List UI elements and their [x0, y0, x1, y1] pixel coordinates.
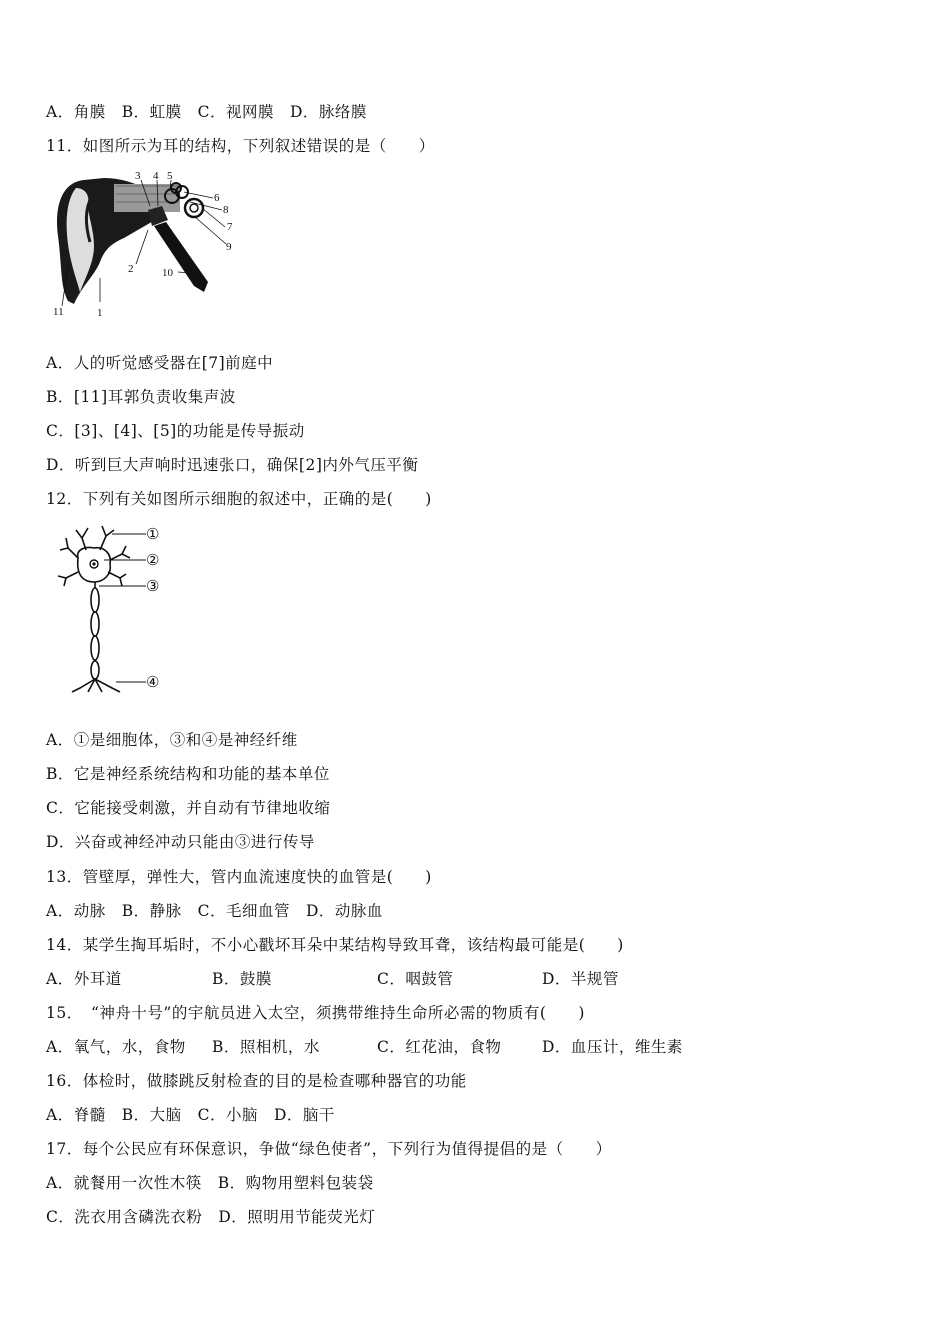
- q11-option-c: C．[3]、[4]、[5]的功能是传导振动: [46, 422, 305, 440]
- question-13: 13．管壁厚，弹性大，管内血流速度快的血管是( ): [46, 868, 432, 886]
- q12-option-a: A．①是细胞体，③和④是神经纤维: [46, 731, 298, 749]
- q14-option-b: B．鼓膜: [212, 970, 272, 988]
- neuron-label-4: ④: [146, 675, 160, 691]
- q15-option-c: C．红花油，食物: [377, 1038, 502, 1056]
- question-15: 15． “神舟十号”的宇航员进入太空，须携带维持生命所必需的物质有( ): [46, 1004, 585, 1022]
- ear-label-6: 6: [214, 192, 220, 204]
- q15-option-b: B．照相机，水: [212, 1038, 320, 1056]
- ear-label-3: 3: [135, 170, 141, 182]
- ear-label-10: 10: [162, 267, 173, 279]
- q14-option-a: A．外耳道: [46, 970, 122, 988]
- q12-option-c: C．它能接受刺激，并自动有节律地收缩: [46, 799, 331, 817]
- question-12: 12．下列有关如图所示细胞的叙述中，正确的是( ): [46, 490, 432, 508]
- neuron-label-3: ③: [146, 579, 160, 595]
- q11-option-d: D．听到巨大声响时迅速张口，确保[2]内外气压平衡: [46, 456, 419, 474]
- q17-options-cd: C．洗衣用含磷洗衣粉 D．照明用节能荧光灯: [46, 1208, 376, 1226]
- question-17: 17．每个公民应有环保意识，争做“绿色使者”，下列行为值得提倡的是（ ）: [46, 1140, 612, 1158]
- ear-label-2: 2: [128, 263, 134, 275]
- q16-options: A．脊髓 B．大脑 C．小脑 D．脑干: [46, 1106, 335, 1124]
- q12-option-d: D．兴奋或神经冲动只能由③进行传导: [46, 833, 315, 851]
- q13-options: A．动脉 B．静脉 C．毛细血管 D．动脉血: [46, 902, 383, 920]
- ear-label-4: 4: [153, 170, 159, 182]
- q15-option-a: A．氧气，水，食物: [46, 1038, 186, 1056]
- q14-option-d: D．半规管: [542, 970, 619, 988]
- question-11: 11．如图所示为耳的结构，下列叙述错误的是（ ）: [46, 137, 435, 155]
- q14-option-c: C．咽鼓管: [377, 970, 454, 988]
- q11-option-a: A．人的听觉感受器在[7]前庭中: [46, 354, 274, 372]
- ear-label-7: 7: [227, 221, 233, 233]
- line-q10-options: A．角膜 B．虹膜 C．视网膜 D．脉络膜: [46, 103, 367, 121]
- ear-label-1: 1: [97, 307, 103, 319]
- ear-label-5: 5: [167, 170, 173, 182]
- question-14: 14．某学生掏耳垢时，不小心戳坏耳朵中某结构导致耳聋，该结构最可能是( ): [46, 936, 624, 954]
- q12-option-b: B．它是神经系统结构和功能的基本单位: [46, 765, 330, 783]
- ear-label-8: 8: [223, 204, 229, 216]
- ear-label-11: 11: [53, 306, 64, 318]
- q15-option-d: D．血压计，维生素: [542, 1038, 683, 1056]
- ear-label-9: 9: [226, 241, 232, 253]
- neuron-diagram: [50, 520, 170, 700]
- q17-options-ab: A．就餐用一次性木筷 B．购物用塑料包装袋: [46, 1174, 374, 1192]
- q11-option-b: B．[11]耳郭负责收集声波: [46, 388, 236, 406]
- question-16: 16．体检时，做膝跳反射检查的目的是检查哪种器官的功能: [46, 1072, 467, 1090]
- ear-diagram: [44, 166, 244, 321]
- neuron-label-2: ②: [146, 553, 160, 569]
- neuron-label-1: ①: [146, 527, 160, 543]
